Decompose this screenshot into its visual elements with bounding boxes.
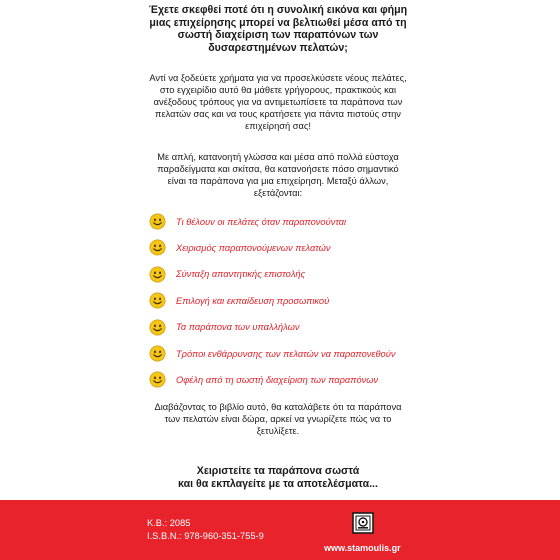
list-item <box>147 367 409 393</box>
list-item <box>147 235 409 261</box>
topics-list <box>147 208 409 393</box>
back-cover-text <box>147 4 409 491</box>
topic-label: Οφέλη από τη σωστή διαχείριση των παραπόνων <box>176 374 379 385</box>
isbn-number: I.S.B.N.: 978-960-351-755-9 <box>147 530 264 541</box>
topic-label: Χειρισμός παραπονούμενων πελατών <box>176 242 331 253</box>
list-item <box>147 288 409 314</box>
smiley-face-icon <box>149 239 166 256</box>
book-identifiers <box>147 517 264 542</box>
smiley-face-icon <box>149 371 166 388</box>
smiley-face-icon <box>149 345 166 362</box>
smiley-face-icon <box>149 266 166 283</box>
smiley-face-icon <box>149 319 166 336</box>
topic-label: Επιλογή και εκπαίδευση προσωπικού <box>176 295 330 306</box>
topic-label: Τα παράπονα των υπαλλήλων <box>176 322 300 333</box>
paragraph-topics-intro: Με απλή, κατανοητή γλώσσα και μέσα από πολλά εύστοχα παραδείγματα και σκίτσα, θα κατανοήσετε πόσο σημαντικό είναι τα παράπονα για μια επιχείρηση. Μεταξύ άλλων, εξετάζονται: <box>157 152 399 199</box>
topic-label: Τι θέλουν οι πελάτες όταν παραπονούνται <box>176 216 347 227</box>
list-item <box>147 340 409 366</box>
paragraph-conclusion: Διαβάζοντας το βιβλίο αυτό, θα καταλάβετε ότι τα παράπονα των πελατών είναι δώρα, αρκεί να γνωρίζετε πώς να το ξετυλίξετε. <box>154 402 402 437</box>
topic-label: Σύνταξη απαντητικής επιστολής <box>176 269 306 280</box>
closing-line-2: και θα εκπλαγείτε με τα αποτελέσματα... <box>178 478 378 491</box>
intro-question: Έχετε σκεφθεί ποτέ ότι η συνολική εικόνα και φήμη μιας επιχείρησης μπορεί να βελτιωθεί μέσα από τη σωστή διαχείριση των παραπόνων των δυσαρεστημένων πελατών; <box>148 4 408 54</box>
kb-code: Κ.Β.: 2085 <box>147 518 191 528</box>
list-item <box>147 208 409 234</box>
paragraph-benefits: Αντί να ξοδεύετε χρήματα για να προσελκύσετε νέους πελάτες, στο εγχειρίδιο αυτό θα μάθετε γρήγορους, πρακτικούς και ανέξοδους τρόπους για να αντιμετωπίσετε τα παράπονα των πελατών σας και να τους κρατήσετε για πάντα πιστούς στην επιχείρησή σας! <box>149 73 407 132</box>
stamoulis-logo-icon <box>352 512 374 534</box>
list-item <box>147 261 409 287</box>
smiley-face-icon <box>149 292 166 309</box>
smiley-face-icon <box>149 213 166 230</box>
closing-tagline <box>147 465 409 491</box>
list-item <box>147 314 409 340</box>
footer-band <box>0 500 560 560</box>
publisher-website: www.stamoulis.gr <box>324 543 401 553</box>
closing-line-1: Χειριστείτε τα παράπονα σωστά <box>196 465 360 478</box>
topic-label: Τρόποι ενθάρρυνσης των πελατών να παραπονεθούν <box>176 348 396 359</box>
